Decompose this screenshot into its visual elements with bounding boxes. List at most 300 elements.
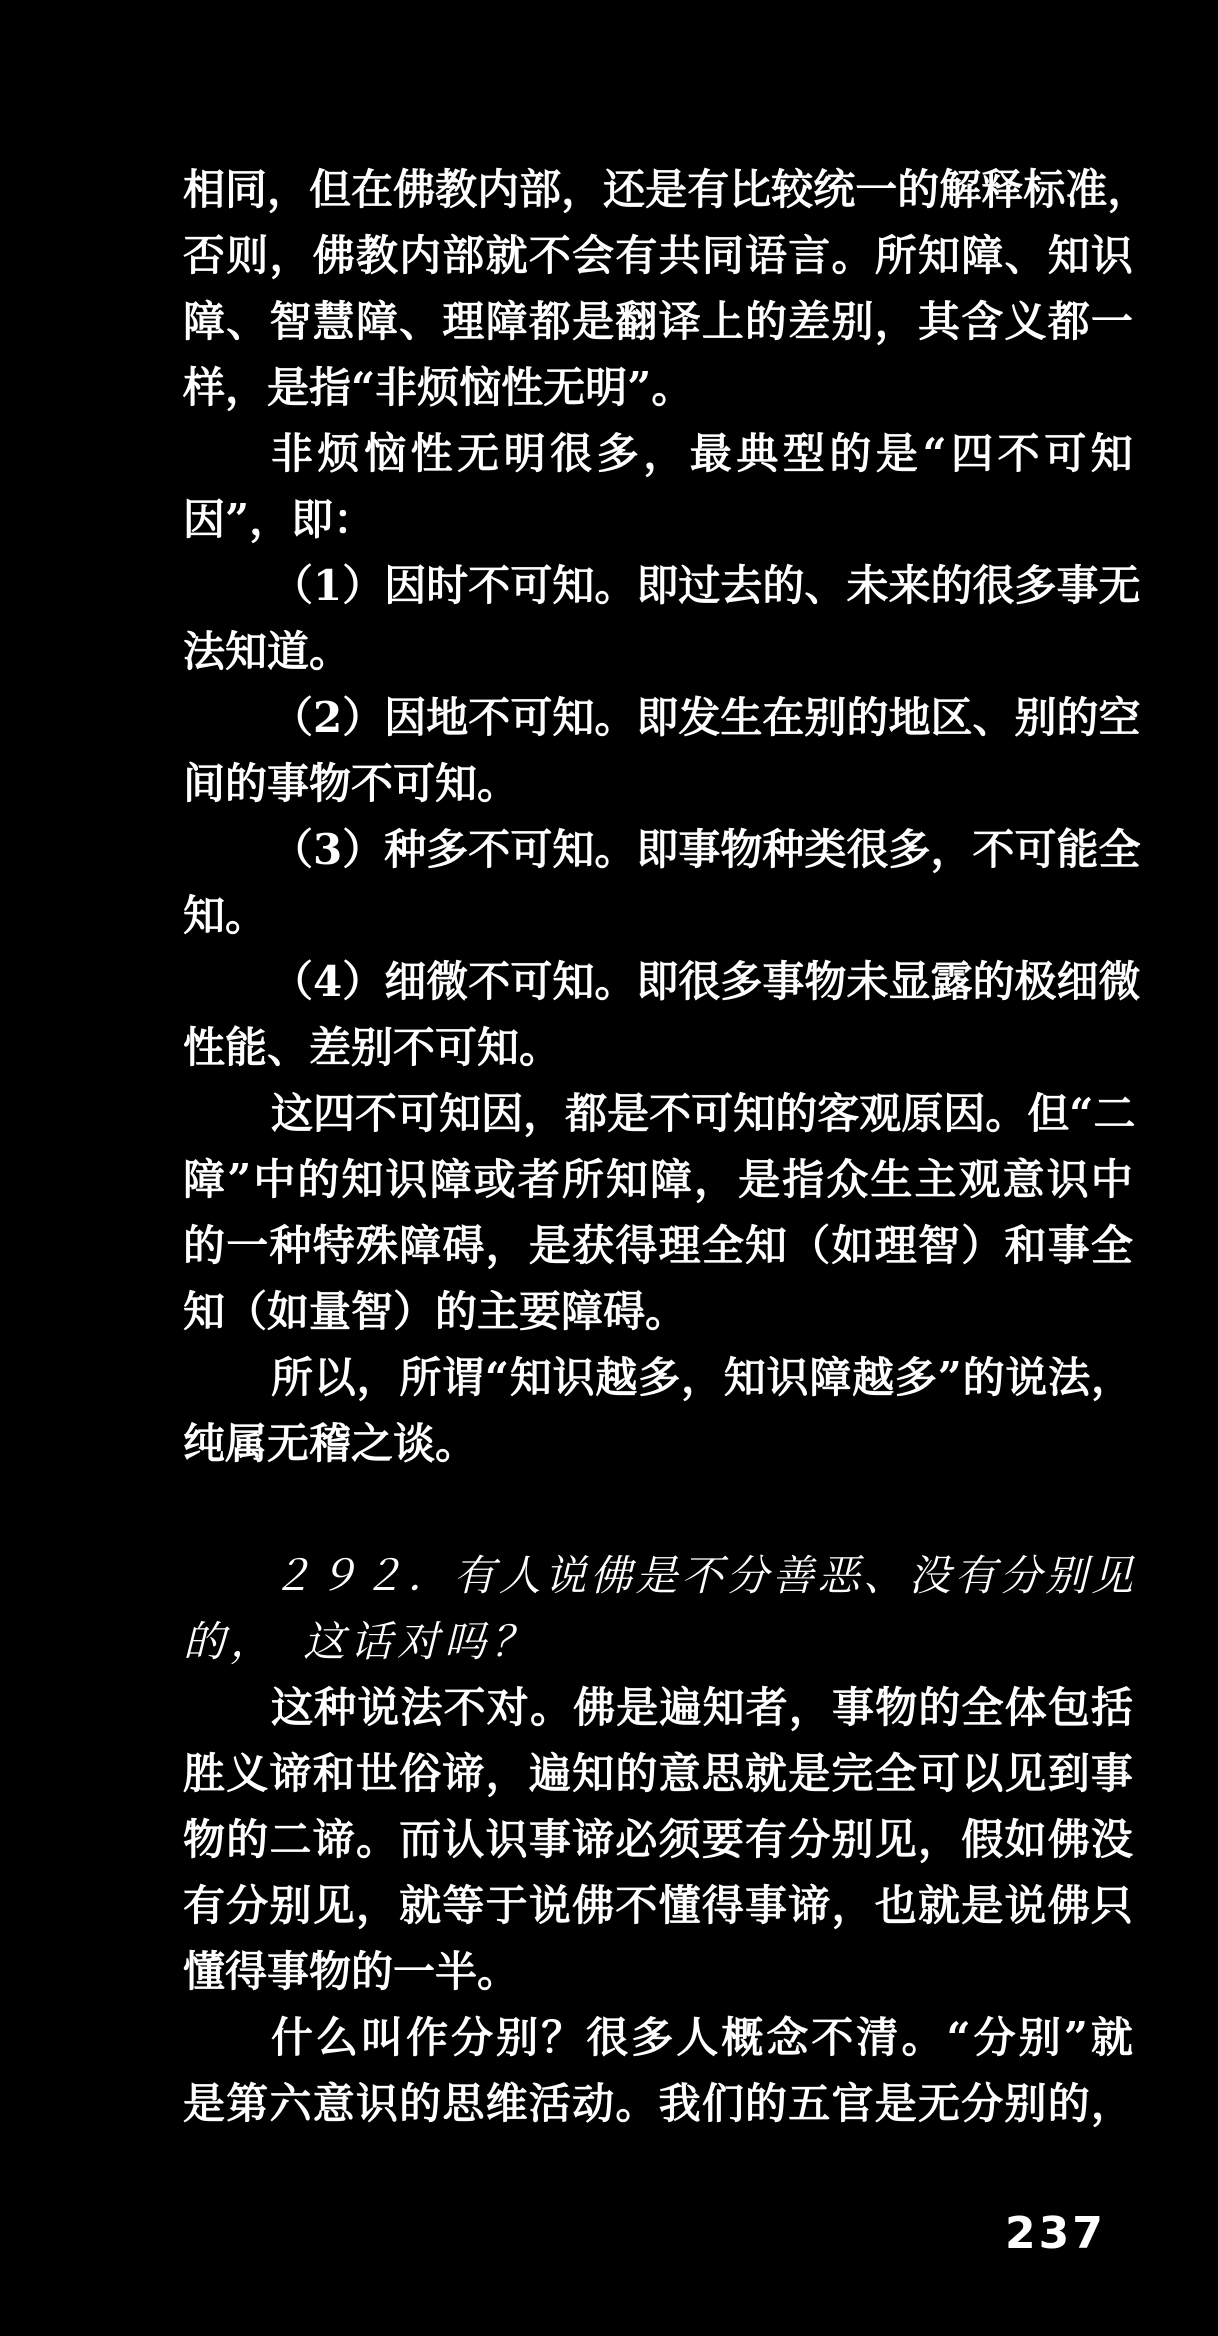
char: 全 [961, 1683, 1004, 1732]
char: 得 [615, 1221, 658, 1270]
char: 不 [680, 1551, 723, 1600]
char: 有 [615, 231, 658, 280]
char: 则 [226, 231, 269, 280]
char: 多 [894, 1353, 937, 1402]
char: 微 [1098, 957, 1141, 1006]
char: 法 [400, 1683, 443, 1732]
char: ” [227, 1155, 252, 1204]
char: 能 [1056, 825, 1099, 874]
char: 障 [961, 231, 1004, 280]
char: 这 [271, 1683, 314, 1732]
char: 事 [1047, 1221, 1090, 1270]
char: 也 [874, 1881, 917, 1930]
char: （ [271, 561, 314, 610]
char: 等 [442, 1881, 485, 1930]
char: 是 [528, 1221, 571, 1270]
text-line [183, 223, 1133, 289]
char: 没 [908, 1551, 951, 1600]
char: 生 [720, 693, 763, 742]
char: 识 [1090, 231, 1133, 280]
char: 恼 [364, 429, 407, 478]
char: 是 [875, 429, 918, 478]
char: 知 [439, 1089, 482, 1138]
char: ， [523, 1089, 566, 1138]
char: 见 [312, 1881, 355, 1930]
char: 须 [658, 1815, 701, 1864]
char: 所 [271, 1353, 314, 1402]
char: 知 [702, 1683, 745, 1732]
char: 因 [943, 1089, 986, 1138]
char: 中 [253, 1155, 296, 1204]
char: 谛 [442, 1749, 485, 1798]
char: 就 [745, 1749, 788, 1798]
text-line: 样，是指“非烦恼性无明”。 [183, 363, 694, 412]
char: 概 [721, 2013, 764, 2062]
char: 胜 [183, 1749, 226, 1798]
char: 事 [528, 1815, 571, 1864]
char: 1 [313, 561, 343, 610]
char: 物 [875, 1683, 918, 1732]
char: 义 [226, 1749, 269, 1798]
text-line: 性能、差别不可知。 [183, 1023, 562, 1072]
char: 一 [226, 1221, 269, 1270]
char: ， [680, 1353, 723, 1402]
char: 地 [888, 693, 931, 742]
char: “ [922, 429, 947, 478]
char: 。 [594, 957, 637, 1006]
char: 未 [846, 957, 889, 1006]
char: 识 [766, 1353, 809, 1402]
char: 即 [636, 825, 679, 874]
char: 二 [269, 1815, 312, 1864]
text-line [183, 1147, 1133, 1213]
char: 不 [443, 1683, 486, 1732]
char: ” [1063, 2013, 1088, 2062]
char: 到 [1047, 1749, 1090, 1798]
char: 多 [720, 957, 763, 1006]
char: 还 [603, 165, 646, 214]
char: 佛 [1047, 1881, 1090, 1930]
text-column [183, 157, 1150, 2137]
char: 差 [788, 297, 831, 346]
char: 懂 [658, 1881, 701, 1930]
char: 。 [615, 2079, 658, 2128]
char: 就 [1090, 2013, 1133, 2062]
char: 标 [1023, 165, 1066, 214]
char: 因 [384, 561, 427, 610]
char: 什 [271, 2013, 314, 2062]
char: 别 [804, 693, 847, 742]
char: 指 [782, 1155, 825, 1204]
char: 相 [183, 165, 226, 214]
char: 的 [972, 957, 1015, 1006]
char: 念 [766, 2013, 809, 2062]
char: 理 [442, 297, 485, 346]
char: 生 [870, 1155, 913, 1204]
char: 所 [874, 231, 917, 280]
char: ） [342, 693, 385, 742]
text-line [183, 421, 1133, 487]
char: 说 [528, 1881, 571, 1930]
char: 佛 [393, 165, 436, 214]
char: 事 [1056, 561, 1099, 610]
char: 或 [473, 1155, 516, 1204]
char: 的 [897, 165, 940, 214]
char: 都 [565, 1089, 608, 1138]
char: 可 [510, 825, 553, 874]
char: 有 [745, 1815, 788, 1864]
char: 无 [1098, 561, 1141, 610]
char: 。 [985, 1089, 1028, 1138]
char: 识 [385, 1155, 428, 1204]
char: 细 [384, 957, 427, 1006]
char: 观 [859, 1089, 902, 1138]
char: ， [917, 1815, 960, 1864]
char: “ [1069, 1089, 1094, 1138]
text-line [183, 289, 1133, 355]
char: 来 [888, 561, 931, 610]
char: ， [485, 1749, 528, 1798]
char: 认 [442, 1815, 485, 1864]
char: 别 [1014, 693, 1057, 742]
char: 动 [572, 2079, 615, 2128]
char: ， [1090, 2079, 1133, 2128]
char: 不 [528, 231, 571, 280]
char: 发 [678, 693, 721, 742]
char: 。 [831, 231, 874, 280]
char: 全 [701, 1221, 744, 1270]
char: 们 [701, 2079, 744, 2128]
text-line: 间的事物不可知。 [183, 759, 520, 808]
char: 就 [399, 1881, 442, 1930]
char: 官 [831, 2079, 874, 2128]
char: 不 [997, 429, 1040, 478]
char: 事 [832, 1683, 875, 1732]
char: ， [267, 165, 310, 214]
char: 叫 [361, 2013, 404, 2062]
char: 分 [788, 1815, 831, 1864]
char: 过 [678, 561, 721, 610]
char: 都 [1047, 297, 1090, 346]
char: ， [643, 429, 686, 478]
char: ， [694, 1155, 737, 1204]
char: 。 [529, 1683, 572, 1732]
char: 内 [477, 165, 520, 214]
char: 同 [701, 231, 744, 280]
text-line: 懂得事物的一半。 [183, 1947, 520, 1996]
char: 即 [636, 693, 679, 742]
text-line [183, 949, 1141, 1015]
char: 智 [269, 297, 312, 346]
char: 说 [544, 1551, 587, 1600]
char: 明 [503, 429, 546, 478]
char: 部 [442, 231, 485, 280]
char: 观 [958, 1155, 1001, 1204]
char: 多 [638, 1353, 681, 1402]
char: 所 [399, 1353, 442, 1402]
char: 的 [1056, 693, 1099, 742]
char: 意 [658, 1749, 701, 1798]
char: 义 [1004, 297, 1047, 346]
char: 很 [678, 957, 721, 1006]
char: 障 [355, 297, 398, 346]
char: 俗 [399, 1749, 442, 1798]
char: 这 [271, 1089, 314, 1138]
char: 体 [1004, 1683, 1047, 1732]
text-line [183, 1345, 1133, 1411]
char: 如 [831, 1221, 874, 1270]
char: 有 [687, 165, 730, 214]
char: 知 [1090, 429, 1133, 478]
char: 越 [852, 1353, 895, 1402]
char: 知 [605, 1155, 648, 1204]
char: 四 [313, 1089, 356, 1138]
char: 世 [355, 1749, 398, 1798]
char: 的 [745, 297, 788, 346]
char: 人 [498, 1551, 541, 1600]
char: 性 [410, 429, 453, 478]
char: ， [1107, 165, 1150, 214]
char: （ [271, 957, 314, 1006]
char: 微 [426, 957, 469, 1006]
char: 没 [1090, 1815, 1133, 1864]
char: 是 [738, 1155, 781, 1204]
char: 极 [1014, 957, 1057, 1006]
char: 我 [658, 2079, 701, 2128]
char: 显 [888, 957, 931, 1006]
char: 种 [314, 1683, 357, 1732]
char: 语 [745, 231, 788, 280]
char: 知 [509, 1353, 552, 1402]
char: 是 [788, 1749, 831, 1798]
char: ２ [362, 1551, 405, 1600]
char: 以 [961, 1749, 1004, 1798]
char: 的 [930, 561, 973, 610]
char: 括 [1090, 1683, 1133, 1732]
char: 和 [312, 1749, 355, 1798]
char: 特 [312, 1221, 355, 1270]
char: 可 [1014, 825, 1057, 874]
char: 思 [701, 1749, 744, 1798]
char: 。 [594, 693, 637, 742]
char: 2 [313, 693, 343, 742]
char: 但 [309, 165, 352, 214]
char: 非 [271, 429, 314, 478]
char: 的 [399, 2079, 442, 2128]
char: 很 [586, 2013, 629, 2062]
char: 见 [1004, 1749, 1047, 1798]
char: 。 [594, 561, 637, 610]
char: 对 [486, 1683, 529, 1732]
char: ， [930, 825, 973, 874]
char: 说 [1005, 1353, 1048, 1402]
char: 可 [510, 693, 553, 742]
char: 很 [846, 825, 889, 874]
char: ， [874, 297, 917, 346]
char: 遍 [659, 1683, 702, 1732]
char: 较 [771, 165, 814, 214]
char: 的 [775, 1089, 818, 1138]
text-line [183, 2071, 1133, 2137]
char: 只 [1090, 1881, 1133, 1930]
char: ， [561, 165, 604, 214]
char: 见 [1090, 1551, 1133, 1600]
char: 事 [762, 957, 805, 1006]
char: 别 [1045, 1551, 1088, 1600]
char: 可 [1044, 429, 1087, 478]
char: 思 [442, 2079, 485, 2128]
char: 的 [297, 1155, 340, 1204]
char: 客 [817, 1089, 860, 1138]
char: 于 [485, 1881, 528, 1930]
char: 别 [1018, 2013, 1061, 2062]
char: 要 [701, 1815, 744, 1864]
char: 有 [453, 1551, 496, 1600]
char: 四 [951, 429, 994, 478]
char: 全 [1090, 1221, 1133, 1270]
char: 清 [856, 2013, 899, 2062]
char: 善 [772, 1551, 815, 1600]
char: 佛 [572, 1881, 615, 1930]
char: 无 [457, 429, 500, 478]
char: 不 [468, 825, 511, 874]
char: 可 [397, 1089, 440, 1138]
char: 知 [552, 693, 595, 742]
char: 活 [528, 2079, 571, 2128]
char: 的 [1047, 2079, 1090, 2128]
char: 维 [485, 2079, 528, 2128]
text-line [183, 2005, 1133, 2071]
char: 而 [399, 1815, 442, 1864]
char: 知 [552, 957, 595, 1006]
char: 即 [636, 561, 679, 610]
char: 物 [183, 1815, 226, 1864]
char: 解 [939, 165, 982, 214]
char: 知 [733, 1089, 776, 1138]
char: 佛 [589, 1551, 632, 1600]
text-line [183, 817, 1141, 883]
char: 事 [745, 1881, 788, 1930]
char: 、 [399, 297, 442, 346]
char: 很 [972, 561, 1015, 610]
char: 知 [552, 825, 595, 874]
char: 是 [961, 1881, 1004, 1930]
char: ， [1090, 1353, 1133, 1402]
char: 谛 [312, 1815, 355, 1864]
char: 见 [874, 1815, 917, 1864]
char: 二 [1093, 1089, 1136, 1138]
char: 的 [762, 561, 805, 610]
char: 识 [355, 2079, 398, 2128]
char: 无 [917, 2079, 960, 2128]
char: 知 [745, 1221, 788, 1270]
char: （ [271, 825, 314, 874]
char: 在 [762, 693, 805, 742]
char: 谛 [572, 1815, 615, 1864]
char: （ [788, 1221, 831, 1270]
char: 说 [1004, 1881, 1047, 1930]
char: 别 [496, 2013, 539, 2062]
char: 的 [918, 1683, 961, 1732]
char: 在 [351, 165, 394, 214]
char: 但 [1027, 1089, 1070, 1138]
char: 意 [312, 2079, 355, 2128]
char: 五 [788, 2079, 831, 2128]
char: 、 [804, 561, 847, 610]
char: 说 [357, 1683, 400, 1732]
char: 碍 [442, 1221, 485, 1270]
char: 殊 [355, 1221, 398, 1270]
question-heading-line: 的， 这话对吗？ [183, 1617, 539, 1666]
char: 部 [519, 165, 562, 214]
char: 获 [572, 1221, 615, 1270]
char: 别 [831, 1815, 874, 1864]
char: 种 [762, 825, 805, 874]
char: 多 [1014, 561, 1057, 610]
char: 可 [510, 561, 553, 610]
char: 的 [183, 1221, 226, 1270]
char: 时 [426, 561, 469, 610]
char: 障 [809, 1353, 852, 1402]
char: 、 [863, 1551, 906, 1600]
char: 比 [729, 165, 772, 214]
char: 众 [826, 1155, 869, 1204]
char: 种 [269, 1221, 312, 1270]
char: ” [937, 1353, 962, 1402]
char: 是 [874, 2079, 917, 2128]
char: 。 [594, 825, 637, 874]
char: 障 [429, 1155, 472, 1204]
char: 遍 [528, 1749, 571, 1798]
char: 很 [550, 429, 593, 478]
char: 识 [485, 1815, 528, 1864]
char: 、 [972, 693, 1015, 742]
char: 是 [645, 165, 688, 214]
char: 谛 [788, 1881, 831, 1930]
char: 统 [813, 165, 856, 214]
char: 准 [1065, 165, 1108, 214]
char: 多 [426, 825, 469, 874]
char: 事 [1090, 1749, 1133, 1798]
char: 别 [269, 1881, 312, 1930]
char: 内 [399, 231, 442, 280]
char: 不 [468, 957, 511, 1006]
text-line: 纯属无稽之谈。 [183, 1419, 478, 1468]
char: 是 [572, 297, 615, 346]
char: 否 [183, 231, 226, 280]
char: 即 [636, 957, 679, 1006]
text-line: 法知道。 [183, 627, 352, 676]
char: 是 [607, 1089, 650, 1138]
text-line [183, 157, 1150, 223]
char: 分 [999, 1551, 1042, 1600]
char: 去 [720, 561, 763, 610]
text-line [183, 1213, 1133, 1279]
char: ） [961, 1221, 1004, 1270]
char: 、 [1004, 231, 1047, 280]
char: 人 [676, 2013, 719, 2062]
char: 有 [954, 1551, 997, 1600]
char: 智 [917, 1221, 960, 1270]
char: 不 [811, 2013, 854, 2062]
char: 共 [658, 231, 701, 280]
char: 因 [384, 693, 427, 742]
char: 教 [355, 231, 398, 280]
char: ， [485, 1221, 528, 1270]
char: 知 [572, 1749, 615, 1798]
char: 是 [635, 1551, 678, 1600]
char: 都 [528, 297, 571, 346]
